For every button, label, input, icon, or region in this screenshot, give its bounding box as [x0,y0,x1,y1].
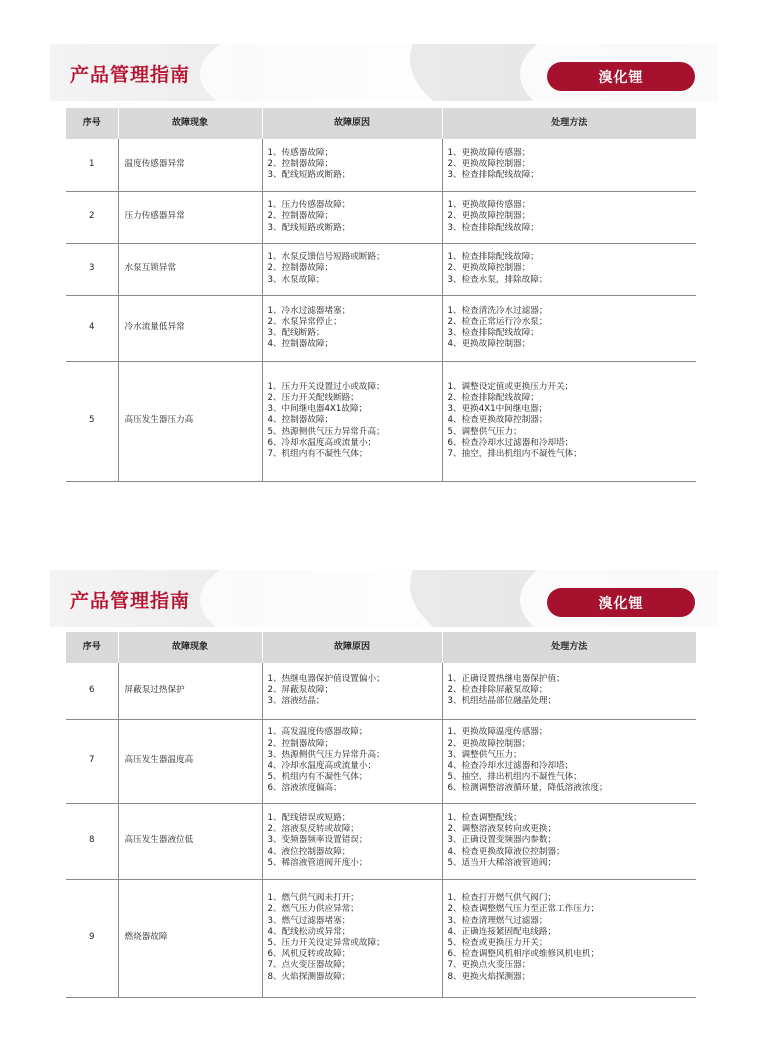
cause-line: 1、配线错误或短路； [267,812,351,823]
remedy-line: 5、调整供气压力； [447,426,522,437]
remedy-line: 3、检查排除配线故障； [447,222,539,233]
cause-line: 2、控制器故障； [267,211,334,222]
row-causes [262,361,442,481]
cause-line: 4、冷却水温度高或流量小； [267,761,377,771]
cause-line: 1、压力传感器故障； [267,200,351,211]
row-remedies [442,803,696,879]
remedy-line: 3、调整供气压力； [447,749,522,760]
row-number: 5 [66,361,118,481]
row-remedies [442,361,696,481]
cause-line: 2、控制器故障； [267,738,334,749]
remedy-line: 3、机组结晶部位融晶处理； [447,696,557,707]
remedy-line: 1、调整设定值或更换压力开关； [447,381,574,392]
row-symptom: 水泵互锁异常 [118,243,262,295]
row-causes [262,879,442,997]
remedy-line: 3、更换4X1中间继电器； [447,404,548,415]
header-cause: 故障原因 [262,632,442,663]
cause-line: 1、水泵反馈信号短路或断路； [267,252,385,263]
remedy-line: 2、检查正常运行冷水泵； [447,316,548,327]
cause-line: 3、变频器频率设置错误； [267,835,368,846]
guide-section-2 [50,570,718,982]
row-number: 6 [66,663,118,719]
row-remedies [442,243,696,295]
remedy-line: 4、检查更换故障控制器； [447,415,548,426]
remedy-line: 1、正确设置热继电器保护值； [447,673,565,684]
guide-section-1 [50,44,718,459]
remedy-line: 2、检查调整燃气压力至正常工作压力； [447,904,600,915]
cause-line: 7、机组内有不凝性气体； [267,449,368,459]
row-causes [262,663,442,719]
header-symptom: 故障现象 [118,632,262,663]
row-causes [262,191,442,243]
row-number: 9 [66,879,118,997]
remedy-line: 6、检查冷却水过滤器和冷却塔； [447,437,574,448]
remedy-line: 3、检查清理燃气过滤器； [447,915,548,926]
remedy-line: 7、抽空，排出机组内不凝性气体； [447,449,582,459]
remedy-line: 7、更换点火变压器； [447,960,531,971]
cause-line: 1、传感器故障； [267,147,334,158]
header-seq: 序号 [66,632,118,663]
remedy-line: 2、检查排除配线故障； [447,392,539,403]
cause-line: 4、配线松动或异常； [267,926,351,937]
row-symptom: 高压发生器压力高 [118,361,262,481]
remedy-line: 1、检查排除配线故障； [447,252,539,263]
cause-line: 2、水泵异常停止； [267,316,342,327]
row-remedies [442,879,696,997]
table-header-row [66,108,696,139]
row-remedies [442,663,696,719]
cause-line: 1、燃气供气阀未打开； [267,893,359,904]
remedy-line: 6、检查调整风机相序或维修风机电机； [447,949,600,960]
cause-line: 6、风机反转或故障； [267,949,351,960]
row-causes [262,139,442,191]
cause-line: 3、燃气过滤器堵塞； [267,915,351,926]
row-causes [262,243,442,295]
cause-line: 2、控制器故障； [267,263,334,274]
table-row [66,803,696,879]
cause-line: 3、配线短路或断路； [267,222,351,233]
cause-line: 6、溶液浓度偏高； [267,783,342,794]
table-row [66,243,696,295]
cause-line: 1、热继电器保护值设置偏小； [267,673,385,684]
product-badge: 溴化锂 [547,62,695,91]
row-remedies [442,295,696,361]
remedy-line: 3、正确设置变频器内参数； [447,835,557,846]
table-row [66,719,696,803]
cause-line: 7、点火变压器故障； [267,960,351,971]
remedy-line: 3、检查水泵，排除故障； [447,274,548,285]
remedy-line: 1、检查打开燃气供气阀门； [447,893,557,904]
row-symptom: 冷水流量低异常 [118,295,262,361]
remedy-line: 1、更换故障温度传感器； [447,727,548,738]
remedy-line: 2、更换故障控制器； [447,159,531,170]
remedy-line: 1、更换故障传感器； [447,147,531,158]
row-number: 2 [66,191,118,243]
cause-line: 1、压力开关设置过小或故障； [267,381,385,392]
row-causes [262,719,442,803]
remedy-line: 4、检查冷却水过滤器和冷却塔； [447,761,574,771]
cause-line: 5、稀溶液管道阀开度小； [267,857,368,868]
remedy-line: 2、调整溶液泵转向或更换； [447,824,557,835]
remedy-line: 4、更换故障控制器； [447,339,531,350]
header-cause: 故障原因 [262,108,442,139]
row-number: 8 [66,803,118,879]
row-number: 7 [66,719,118,803]
remedy-line: 5、检查或更换压力开关； [447,938,548,948]
row-symptom: 高压发生器液位低 [118,803,262,879]
cause-line: 2、控制器故障； [267,159,334,170]
row-number: 3 [66,243,118,295]
cause-line: 5、压力开关设定异常或故障； [267,938,385,948]
row-symptom: 温度传感器异常 [118,139,262,191]
header-seq: 序号 [66,108,118,139]
remedy-line: 5、抽空，排出机组内不凝性气体； [447,772,582,783]
remedy-line: 3、检查排除配线故障； [447,170,539,181]
remedy-line: 8、更换火焰探测器； [447,971,531,982]
table-row [66,879,696,997]
fault-table [66,632,696,998]
header-remedy: 处理方法 [442,108,696,139]
cause-line: 3、热源侧供气压力异常升高； [267,749,385,760]
section-banner [50,44,718,101]
row-symptom: 燃烧器故障 [118,879,262,997]
row-remedies [442,719,696,803]
cause-line: 3、水泵故障； [267,274,325,285]
cause-line: 2、溶液泵反转或故障； [267,824,359,835]
banner-title: 产品管理指南 [70,64,191,86]
cause-line: 3、配线断路； [267,328,325,338]
remedy-line: 3、检查排除配线故障； [447,328,539,338]
cause-line: 3、中间继电器4X1故障； [267,404,368,415]
remedy-line: 1、检查清洗冷水过滤器； [447,305,548,316]
cause-line: 6、冷却水温度高或流量小； [267,437,377,448]
cause-line: 1、高发温度传感器故障； [267,727,368,738]
row-remedies [442,191,696,243]
cause-line: 2、压力开关配线断路； [267,392,359,403]
remedy-line: 2、更换故障控制器； [447,738,531,749]
cause-line: 8、火焰探测器故障； [267,971,351,982]
fault-table [66,108,696,482]
remedy-line: 4、检查更换故障液位控制器； [447,846,565,857]
remedy-line: 5、适当开大稀溶液管道阀； [447,857,557,868]
cause-line: 4、控制器故障； [267,415,334,426]
banner-title: 产品管理指南 [70,590,191,612]
table-row [66,663,696,719]
cause-line: 1、冷水过滤器堵塞； [267,305,351,316]
header-remedy: 处理方法 [442,632,696,663]
remedy-line: 2、更换故障控制器； [447,211,531,222]
row-number: 4 [66,295,118,361]
cause-line: 5、机组内有不凝性气体； [267,772,368,783]
cause-line: 2、燃气压力供应异常； [267,904,359,915]
cause-line: 2、屏蔽泵故障； [267,685,334,696]
table-row [66,191,696,243]
section-banner [50,570,718,627]
table-row [66,139,696,191]
remedy-line: 2、检查排除屏蔽泵故障； [447,685,548,696]
cause-line: 3、溶液结晶； [267,696,325,707]
row-symptom: 高压发生器温度高 [118,719,262,803]
remedy-line: 2、更换故障控制器； [447,263,531,274]
cause-line: 4、控制器故障； [267,339,334,350]
row-causes [262,295,442,361]
table-row [66,361,696,481]
row-number: 1 [66,139,118,191]
remedy-line: 6、检测调整溶液循环量，降低溶液浓度； [447,783,608,794]
row-symptom: 屏蔽泵过热保护 [118,663,262,719]
cause-line: 4、液位控制器故障； [267,846,351,857]
row-symptom: 压力传感器异常 [118,191,262,243]
cause-line: 3、配线短路或断路； [267,170,351,181]
row-causes [262,803,442,879]
remedy-line: 1、更换故障传感器； [447,200,531,211]
table-row [66,295,696,361]
row-remedies [442,139,696,191]
cause-line: 5、热源侧供气压力异常升高； [267,426,385,437]
table-header-row [66,632,696,663]
remedy-line: 1、检查调整配线； [447,812,522,823]
product-badge: 溴化锂 [547,588,695,617]
header-symptom: 故障现象 [118,108,262,139]
remedy-line: 4、正确连接紧固配电线路； [447,926,557,937]
